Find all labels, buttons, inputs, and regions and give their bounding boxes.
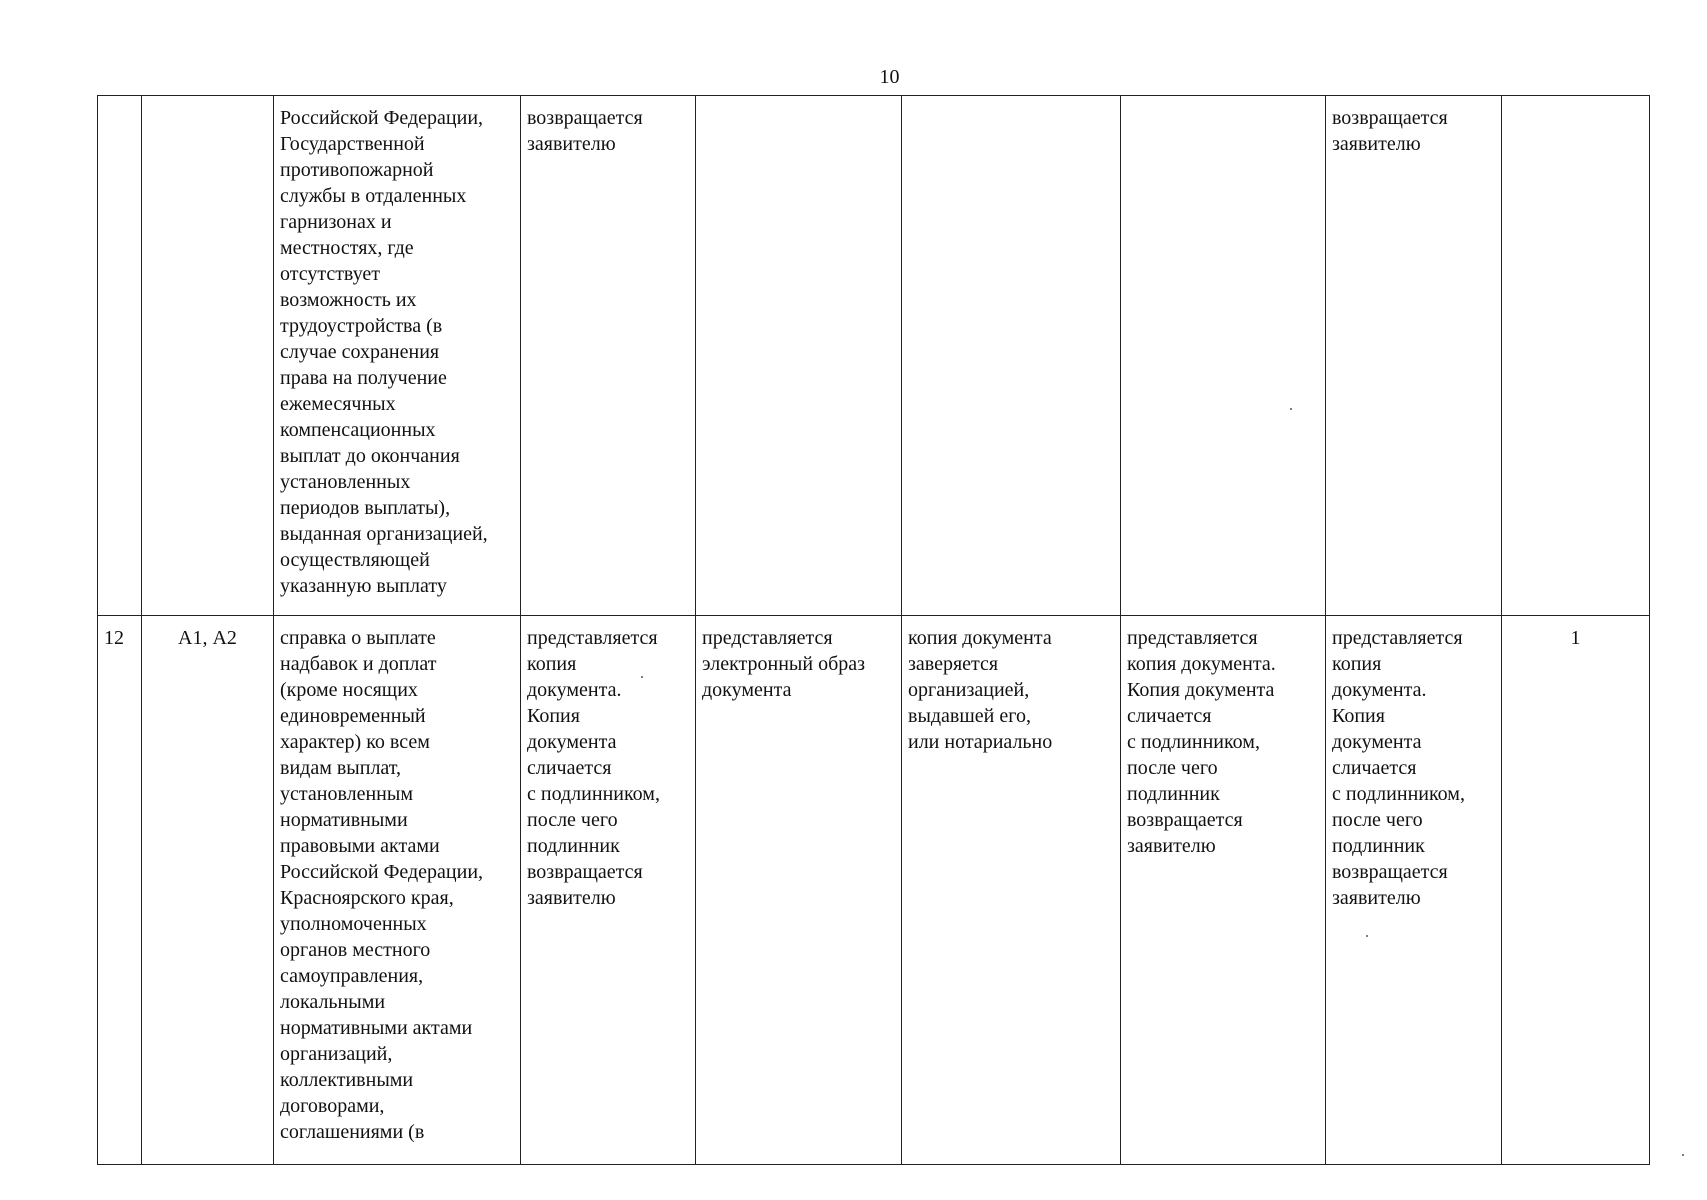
scan-speck [1366, 935, 1368, 937]
requirements-table [97, 95, 1650, 1165]
postal-submission-cell: представляется копия документа. Копия документа сличается с подлинником, после чего подлинник возвращается заявителю [1326, 616, 1502, 1165]
postal-submission-cell: возвращается заявителю [1326, 96, 1502, 616]
document-name-cell: Российской Федерации, Государственной противопожарной службы в отдаленных гарнизонах и местностях, где отсутствует возможность их трудоустройства (в случае сохранения права на получение ежемесячных компенсационных выплат до окончания установленных периодов выплаты), выданная организацией, осуществляющей указанную выплату [274, 96, 521, 616]
row-number-cell [98, 96, 142, 616]
quantity-cell [1502, 96, 1650, 616]
category-code-cell [142, 96, 274, 616]
electronic-submission-cell [696, 96, 902, 616]
table-row [98, 96, 1650, 616]
row-number-cell: 12 [98, 616, 142, 1165]
submission-method-cell: представляется копия документа. Копия документа сличается с подлинником, после чего подлинник возвращается заявителю [521, 616, 696, 1165]
table-row [98, 616, 1650, 1165]
certification-cell: копия документа заверяется организацией, выдавшей его, или нотариально [902, 616, 1121, 1165]
scan-speck [641, 676, 643, 678]
mfc-submission-cell [1121, 96, 1326, 616]
electronic-submission-cell: представляется электронный образ документа [696, 616, 902, 1165]
certification-cell [902, 96, 1121, 616]
document-name-cell: справка о выплате надбавок и доплат (кроме носящих единовременный характер) ко всем видам выплат, установленным нормативными правовыми актами Российской Федерации, Красноярского края, уполномоченных органов местного самоуправления, локальными нормативными актами организаций, коллективными договорами, соглашениями (в [274, 616, 521, 1165]
page-number: 10 [879, 66, 900, 88]
scan-speck [1682, 1154, 1684, 1156]
submission-method-cell: возвращается заявителю [521, 96, 696, 616]
category-code-cell: А1, А2 [142, 616, 274, 1165]
quantity-cell: 1 [1502, 616, 1650, 1165]
mfc-submission-cell: представляется копия документа. Копия документа сличается с подлинником, после чего подлинник возвращается заявителю [1121, 616, 1326, 1165]
scan-speck [1290, 408, 1292, 410]
